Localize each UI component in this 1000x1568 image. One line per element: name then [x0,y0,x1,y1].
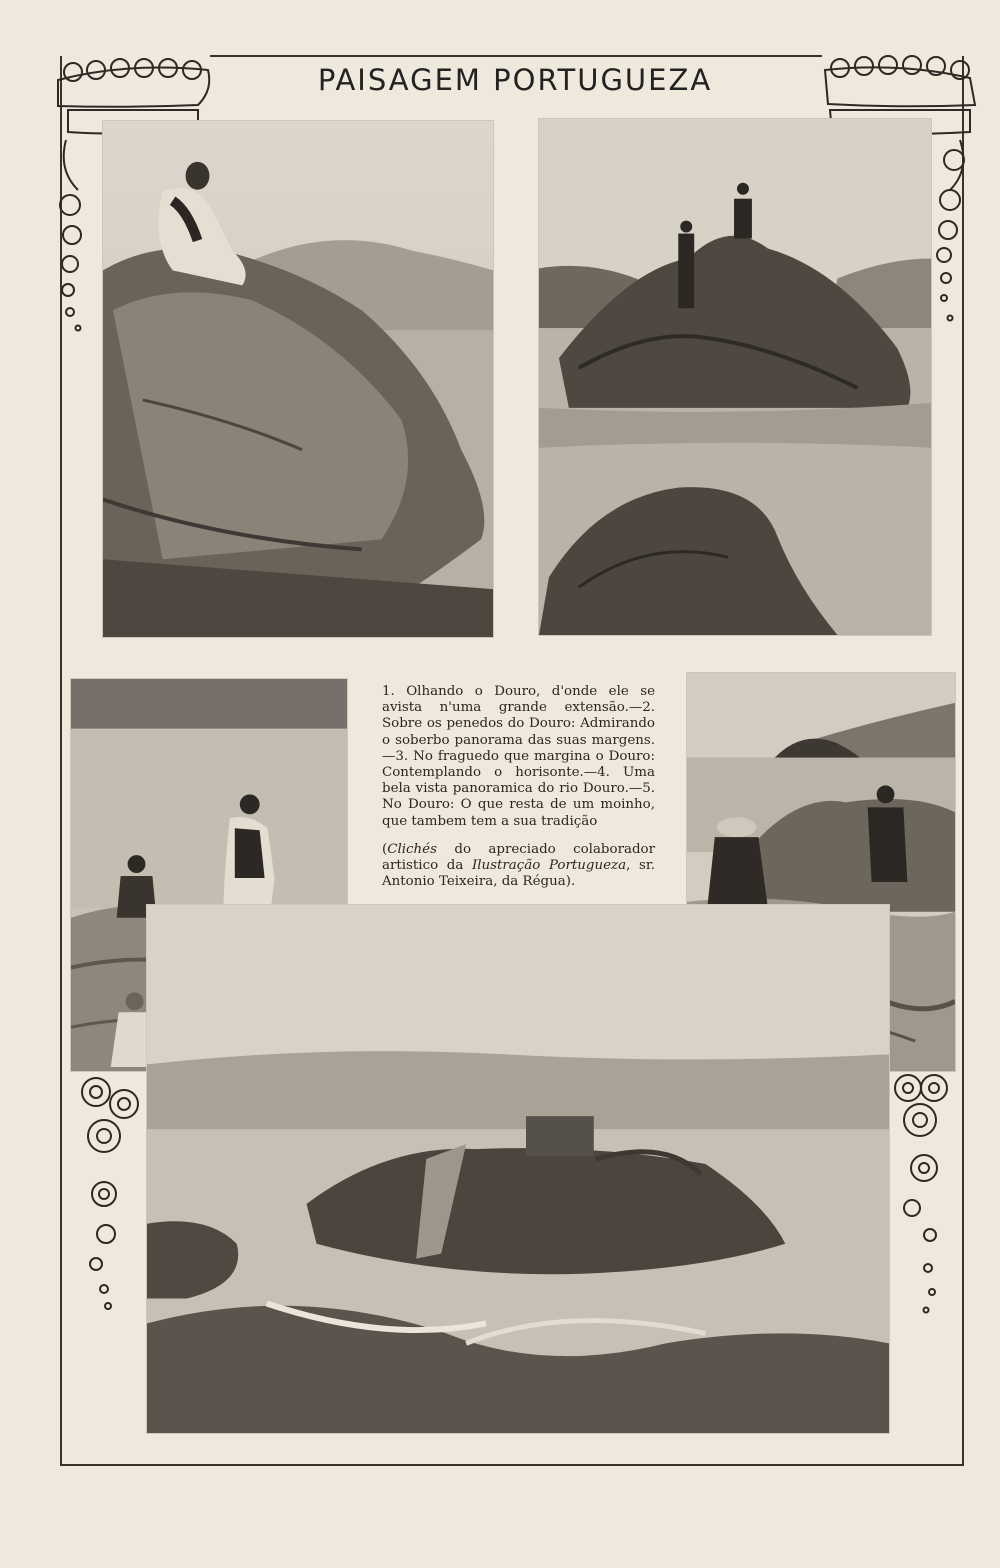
credit-mid: do apreciado colaborador artistico da [382,841,655,874]
photo-men-on-rocks [538,118,932,636]
caption-description: 1. Olhando o Douro, d'onde ele se avista n'uma grande extensão.—2. Sobre os penedos do Douro: Admirando o soberbo panorama das suas margens.—3. No fraguedo que margina o Douro: Contemplando o horisonte.—4. Uma bela vista panoramica do rio Douro.—5. No Douro: O que resta de um moinho, que tambem tem a sua tradição [382,684,655,829]
credit-end: , sr. Antonio Teixeira, da Régua). [382,858,655,890]
credit-publication: Ilustração Portugueza [471,858,627,874]
caption-block [382,684,655,890]
photo-credit: (Clichés do apreciado colaborador artistico da Ilustração Portugueza, sr. Antonio Teixeira, da Régua). [382,841,655,890]
page-title: PAISAGEM PORTUGUEZA [317,63,713,97]
rose-ornament-icon [886,1070,961,1320]
rose-ornament-icon [74,1074,149,1319]
photo-ruined-mill [146,904,890,1434]
credit-cliches: Clichés [387,841,437,857]
photo-woman-on-rock [102,120,494,638]
